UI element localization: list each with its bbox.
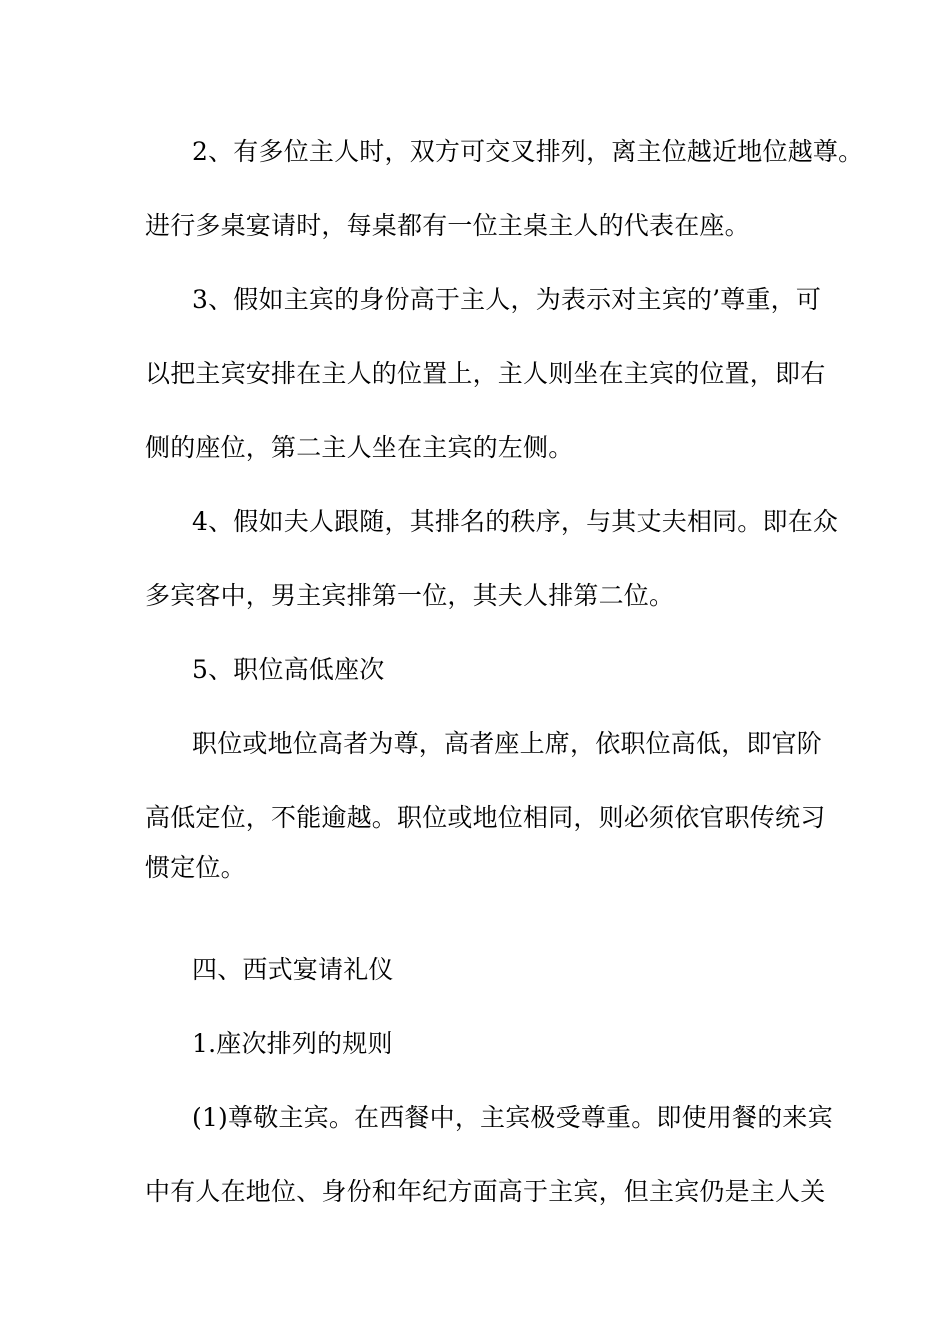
section-heading: 1.座次排列的规则 [192, 1029, 393, 1058]
paragraph-line: 惯定位。 [145, 853, 246, 882]
paragraph-line: 进行多桌宴请时，每桌都有一位主桌主人的代表在座。 [145, 211, 750, 240]
paragraph-line: 职位或地位高者为尊，高者座上席，依职位高低，即官阶 [192, 729, 823, 758]
paragraph-line: 高低定位，不能逾越。职位或地位相同，则必须依官职传统习 [145, 803, 826, 832]
paragraph-line: 侧的座位，第二主人坐在主宾的左侧。 [145, 433, 574, 462]
section-heading: 四、西式宴请礼仪 [192, 955, 394, 984]
paragraph-line: 多宾客中，男主宾排第一位，其夫人排第二位。 [145, 581, 675, 610]
paragraph-line: 3、假如主宾的身份高于主人，为表示对主宾的’尊重，可 [192, 285, 822, 314]
section-heading: 5、职位高低座次 [192, 655, 385, 684]
paragraph-line: 4、假如夫人跟随，其排名的秩序，与其丈夫相同。即在众 [192, 507, 839, 536]
paragraph-line: 中有人在地位、身份和年纪方面高于主宾，但主宾仍是主人关 [145, 1177, 826, 1206]
paragraph-line: (1)尊敬主宾。在西餐中，主宾极受尊重。即使用餐的来宾 [192, 1103, 833, 1132]
paragraph-line: 2、有多位主人时，双方可交叉排列，离主位越近地位越尊。 [192, 137, 864, 166]
paragraph-line: 以把主宾安排在主人的位置上，主人则坐在主宾的位置，即右 [145, 359, 826, 388]
